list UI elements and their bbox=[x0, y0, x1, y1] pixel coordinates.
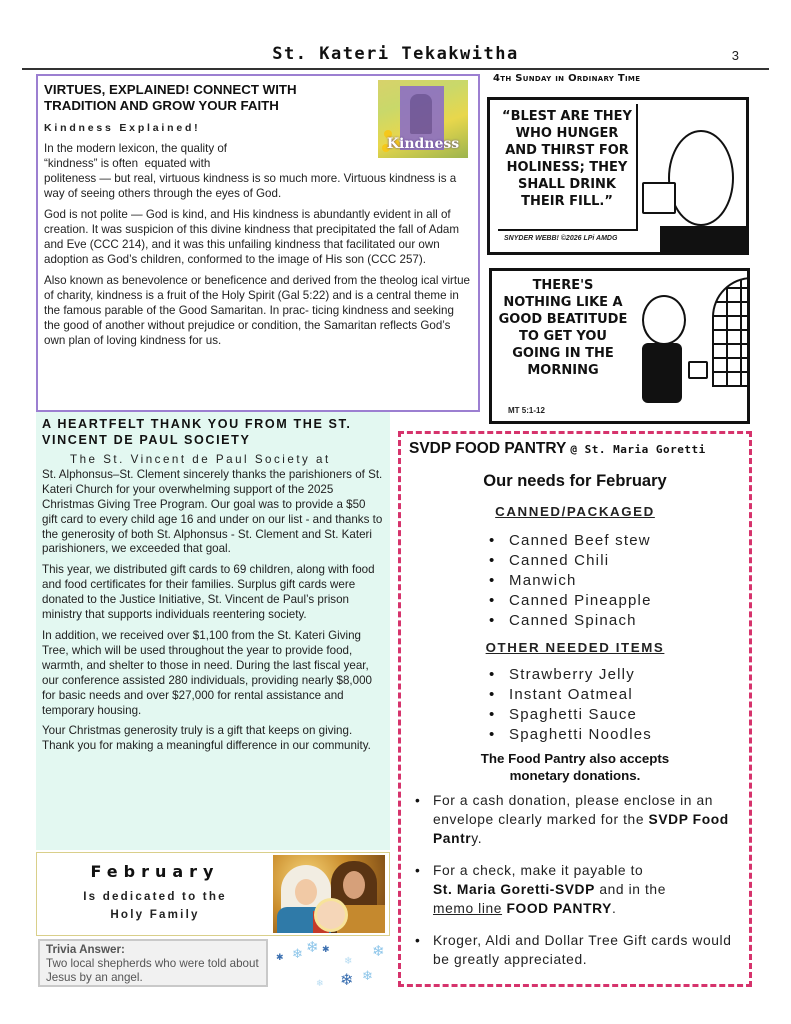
february-title: February bbox=[90, 862, 220, 881]
check-end: . bbox=[611, 901, 617, 916]
baby-jesus-figure bbox=[317, 901, 345, 929]
list-item: • Spaghetti Sauce bbox=[489, 705, 652, 725]
check-mid: and in the bbox=[594, 882, 666, 897]
list-item: • Canned Spinach bbox=[489, 611, 652, 631]
holy-family-image bbox=[273, 855, 385, 933]
virtues-subheading: Kindness Explained! bbox=[44, 122, 201, 134]
february-line-2: Holy Family bbox=[110, 908, 200, 921]
check-text: For a check, make it payable to bbox=[433, 863, 644, 878]
list-item: • Canned Chili bbox=[489, 551, 652, 571]
comic-panel-1 bbox=[487, 97, 749, 255]
comic-panel-2 bbox=[489, 268, 750, 424]
comic-panel-2-text: THERE'S NOTHING LIKE A GOOD BEATITUDE TO GET YOU GOING IN THE MORNING bbox=[498, 278, 628, 378]
comic-caption: 4th Sunday in Ordinary Time bbox=[493, 73, 641, 84]
cash-text: For a cash donation, please enclose in an envelope clearly marked for the bbox=[433, 793, 714, 827]
february-line-1: Is dedicated to the bbox=[83, 890, 227, 903]
snowflake-icon: ✱ bbox=[276, 952, 284, 962]
virtues-paragraph-intro-a: In the modern lexicon, the quality of “kindness” is often equated with bbox=[44, 142, 228, 170]
virtues-article bbox=[36, 74, 480, 412]
snowflakes-decoration bbox=[272, 938, 390, 994]
february-dedication bbox=[36, 852, 390, 936]
list-item: • Canned Beef stew bbox=[489, 531, 652, 551]
trivia-label: Trivia Answer: bbox=[46, 943, 125, 956]
snowflake-icon: ❄ bbox=[362, 968, 373, 983]
food-pantry-box bbox=[398, 431, 752, 987]
pantry-title-text: SVDP FOOD PANTRY bbox=[409, 440, 567, 457]
list-item: • Strawberry Jelly bbox=[489, 665, 652, 685]
priest-head-illustration bbox=[668, 130, 734, 226]
canned-section-heading: CANNED/PACKAGED bbox=[495, 504, 655, 519]
coffee-mug-illustration bbox=[642, 182, 676, 214]
kindness-image bbox=[378, 80, 468, 158]
accepts-line-1: The Food Pantry also accepts bbox=[480, 751, 670, 766]
thank-you-paragraph: This year, we distributed gift cards to 69 children, along with food and food certificates for their families. Surplus gift cards were donated to the Justice Initiative, St. Vincent de Paul’s prison ministry that supports individuals reentering society. bbox=[42, 563, 375, 622]
trivia-answer: Two local shepherds who were told about Jesus by an angel. bbox=[46, 957, 259, 984]
thank-you-lead: The St. Vincent de Paul Society at bbox=[70, 453, 331, 466]
monetary-donations-note bbox=[401, 750, 749, 784]
pantry-location: @ St. Maria Goretti bbox=[570, 443, 706, 456]
header-divider bbox=[22, 68, 769, 70]
other-items-list bbox=[489, 665, 652, 745]
church-window-illustration bbox=[712, 277, 750, 387]
check-donation-instruction bbox=[415, 861, 745, 918]
priest-body-illustration bbox=[660, 226, 749, 255]
accepts-line-2: monetary donations. bbox=[509, 768, 641, 783]
comic-signature: SNYDER WEBB! ©2026 LPi AMDG bbox=[504, 235, 618, 242]
list-item: • Instant Oatmeal bbox=[489, 685, 652, 705]
snowflake-icon: ❄ bbox=[372, 943, 385, 960]
check-payee: St. Maria Goretti-SVDP bbox=[433, 882, 595, 897]
kindness-image-word: Kindness bbox=[386, 136, 460, 152]
gift-cards-note: • Kroger, Aldi and Dollar Tree Gift cards would be greatly appreciated. bbox=[415, 931, 745, 969]
list-item: • Canned Pineapple bbox=[489, 591, 652, 611]
virtues-paragraph: God is not polite — God is kind, and His kindness is abundantly evident in all of creation. It was suspicion of this divine kindness that precipitated the fall of Adam and Eve (CCC 214), and it was this unfailing kindness that facilitated our own adoption as God’s children, conformed to the image of His son (CCC 257). bbox=[44, 208, 460, 266]
comic-panel-1-text: “BLEST ARE THEY WHO HUNGER AND THIRST FOR HOLINESS; THEY SHALL DRINK THEIR FILL.” bbox=[498, 104, 638, 231]
scripture-reference: MT 5:1-12 bbox=[508, 406, 545, 415]
snowflake-icon: ❄ bbox=[306, 939, 319, 956]
newsletter-title: St. Kateri Tekakwitha bbox=[272, 44, 519, 64]
priest-head-illustration bbox=[642, 295, 686, 345]
other-items-heading: OTHER NEEDED ITEMS bbox=[485, 640, 665, 655]
snowflake-icon: ❄ bbox=[340, 972, 354, 989]
virtues-paragraph-intro-b: politeness — but real, virtuous kindness is so much more. Virtuous kindness is a way of seeing others through the eyes of God. bbox=[44, 172, 457, 200]
thank-you-heading: A HEARTFELT THANK YOU FROM THE ST. VINCENT DE PAUL SOCIETY bbox=[42, 417, 352, 447]
donation-instructions-list bbox=[415, 791, 745, 982]
virtues-heading: VIRTUES, EXPLAINED! CONNECT WITH TRADITION AND GROW YOUR FAITH bbox=[44, 82, 297, 113]
thank-you-paragraph: St. Alphonsus–St. Clement sincerely thanks the parishioners of St. Kateri Church for your overwhelming support of the 2025 Christmas Giving Tree Program. Our goal was to provide a $50 gift card to every child age 16 and under on our list - and thanks to the generosity of both St. Alphonsus - St. Clement and St. Kateri parishioners, we exceeded that goal. bbox=[42, 467, 383, 556]
coffee-mug-illustration bbox=[688, 361, 708, 379]
thank-you-paragraph: Your Christmas generosity truly is a gift that keeps on giving. Thank you for making a meaningful difference in our community. bbox=[42, 724, 371, 753]
pantry-needs-heading: Our needs for February bbox=[483, 472, 667, 490]
february-subtitle bbox=[37, 888, 273, 924]
list-item: • Manwich bbox=[489, 571, 652, 591]
snowflake-icon: ❄ bbox=[292, 946, 303, 961]
cash-end: y. bbox=[471, 831, 483, 846]
priest-body-illustration bbox=[642, 343, 682, 403]
check-memo-value: FOOD PANTRY bbox=[506, 901, 612, 916]
page-number: 3 bbox=[731, 48, 739, 63]
canned-items-list bbox=[489, 531, 652, 631]
cash-donation-instruction bbox=[415, 791, 745, 848]
snowflake-icon: ❄ bbox=[344, 956, 353, 967]
svdp-thank-you-article bbox=[36, 412, 390, 850]
check-memo: memo line bbox=[433, 901, 503, 916]
thank-you-paragraph: In addition, we received over $1,100 from the St. Kateri Giving Tree, which will be used throughout the year to provide food, warmth, and shelter to those in need. During the last fiscal year, our conference assisted 280 individuals, providing nearly $8,000 for basic needs and over $27,000 for rental assistance and temporary housing. bbox=[42, 628, 372, 717]
list-item: • Spaghetti Noodles bbox=[489, 725, 652, 745]
virtues-paragraph: Also known as benevolence or beneficence and derived from the theolog ical virtue of charity, kindness is a fruit of the Holy Spirit (Gal 5:22) and is a central theme in the famous parable of the Good Samaritan. In prac- ticing kindness and seeking the good of another without prejudice or condition, the Samaritan reflects God’s own plan of loving kindness for us. bbox=[44, 274, 471, 347]
snowflake-icon: ✱ bbox=[322, 944, 330, 954]
trivia-answer-box bbox=[38, 939, 268, 987]
snowflake-icon: ❄ bbox=[316, 978, 324, 988]
cash-bold: SVDP Food Pantr bbox=[433, 812, 729, 846]
pantry-title bbox=[409, 440, 706, 458]
